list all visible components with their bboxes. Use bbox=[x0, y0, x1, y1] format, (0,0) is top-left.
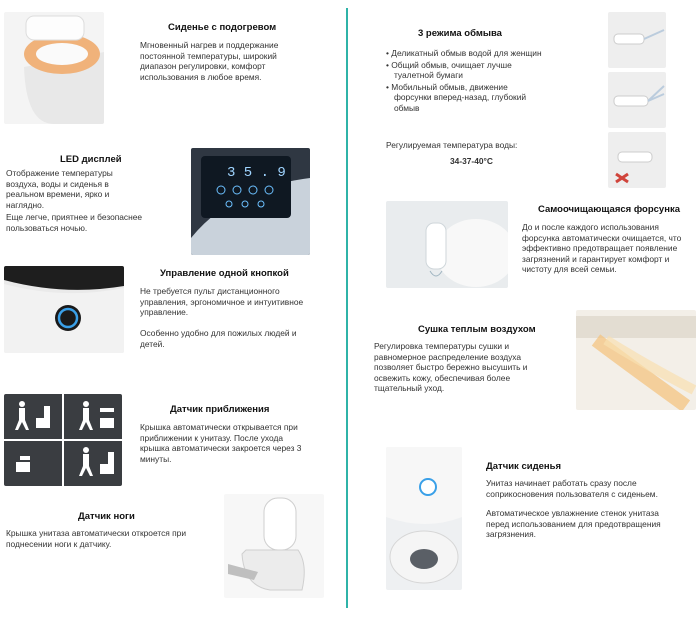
warm-air-image bbox=[576, 310, 696, 410]
led-display-title: LED дисплей bbox=[60, 154, 122, 165]
led-display-image bbox=[191, 148, 310, 255]
led-display-text2: Еще легче, приятнее и безопаснее пользоваться ночью. bbox=[6, 212, 143, 233]
seat-sensor-text2: Автоматическое увлажнение стенок унитаза перед использованием для предотвращения загрязнения. bbox=[486, 508, 661, 540]
self-cleaning-text: До и после каждого использования форсунка автоматически очищается, что эффективно предотвращает появление загрязнений и гарантирует комфорт и чистоту для всей семьи. bbox=[522, 222, 682, 275]
nozzle-illustration bbox=[608, 12, 666, 68]
proximity-sensor-text: Крышка автоматически открывается при приближении к унитазу. После ухода крышка автоматически закроется через 3 минуты. bbox=[140, 422, 302, 464]
heated-seat-illustration bbox=[4, 12, 104, 124]
led-digits: 3 5 . 9 bbox=[227, 165, 286, 181]
heated-seat-image bbox=[4, 12, 104, 124]
nozzle-illustration bbox=[608, 72, 666, 128]
seat-sensor-illustration bbox=[386, 447, 462, 590]
proximity-icons bbox=[4, 394, 122, 486]
foot-sensor-text: Крышка унитаза автоматически откроется при поднесении ноги к датчику. bbox=[6, 528, 187, 549]
self-cleaning-title: Самоочищающаяся форсунка bbox=[538, 204, 680, 215]
led-panel-illustration bbox=[191, 148, 310, 255]
wash-mode-item: • Деликатный обмыв водой для женщин bbox=[386, 48, 546, 59]
water-temp-value: 34-37-40°C bbox=[450, 156, 493, 166]
warm-air-title: Сушка теплым воздухом bbox=[418, 324, 536, 335]
wash-modes-title: 3 режима обмыва bbox=[418, 28, 502, 39]
wash-mode-image-3 bbox=[608, 132, 666, 188]
foot-sensor-illustration bbox=[224, 494, 324, 598]
heated-seat-text: Мгновенный нагрев и поддержание постоянной температуры, широкий диапазон регулировки, комфорт использования в любое время. bbox=[140, 40, 279, 82]
self-cleaning-illustration bbox=[386, 201, 508, 288]
nozzle-illustration bbox=[608, 132, 666, 188]
one-button-text1: Не требуется пульт дистанционного управления, эргономичное и интуитивное управление. bbox=[140, 286, 304, 318]
seat-sensor-text1: Унитаз начинает работать сразу после соприкосновения пользователя с сиденьем. bbox=[486, 478, 658, 499]
one-button-illustration bbox=[4, 266, 124, 353]
led-display-text1: Отображение температуры воздуха, воды и сиденья в реальном времени, ярко и наглядно. bbox=[6, 168, 113, 210]
seat-sensor-image bbox=[386, 447, 462, 590]
warm-air-illustration bbox=[576, 310, 696, 410]
center-divider bbox=[346, 8, 348, 608]
wash-mode-item: • Мобильный обмыв, движение форсунки вперед-назад, глубокий обмыв bbox=[386, 82, 546, 114]
self-cleaning-image bbox=[386, 201, 508, 288]
one-button-text2: Особенно удобно для пожилых людей и детей. bbox=[140, 328, 297, 349]
proximity-sensor-pictograms bbox=[4, 394, 122, 486]
wash-mode-image-1 bbox=[608, 12, 666, 68]
proximity-sensor-title: Датчик приближения bbox=[170, 404, 270, 415]
warm-air-text: Регулировка температуры сушки и равномерное распределение воздуха позволяет быстро бережно высушить и освежить кожу, обеспечивая более тщательный уход. bbox=[374, 341, 528, 394]
one-button-title: Управление одной кнопкой bbox=[160, 268, 289, 279]
wash-mode-item: • Общий обмыв, очищает лучше туалетной бумаги bbox=[386, 60, 546, 81]
foot-sensor-title: Датчик ноги bbox=[78, 511, 135, 522]
wash-modes-list bbox=[386, 48, 546, 115]
one-button-image bbox=[4, 266, 124, 353]
wash-mode-image-2 bbox=[608, 72, 666, 128]
heated-seat-title: Сиденье с подогревом bbox=[168, 22, 277, 33]
foot-sensor-image bbox=[224, 494, 324, 598]
seat-sensor-title: Датчик сиденья bbox=[486, 461, 562, 472]
water-temp-label: Регулируемая температура воды: bbox=[386, 140, 518, 150]
